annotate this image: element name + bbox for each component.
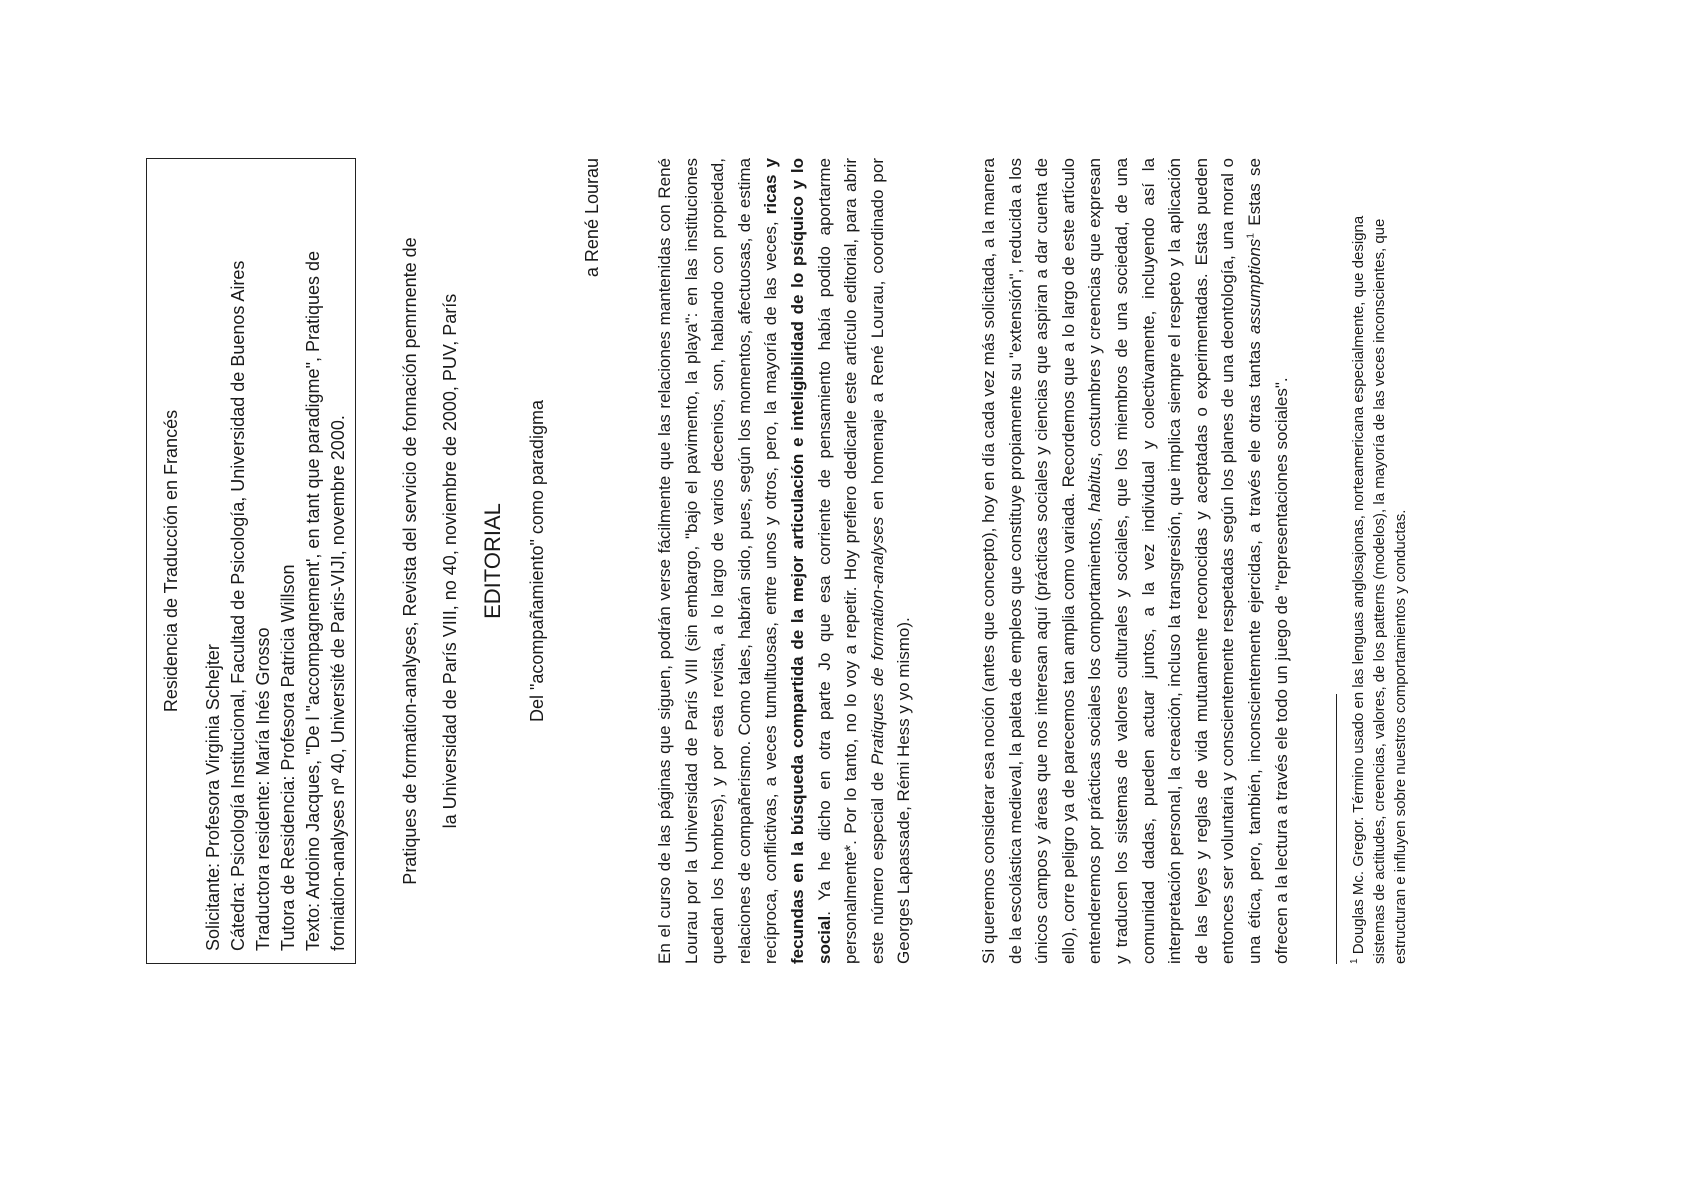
residency-info-box xyxy=(146,158,356,964)
solicitante-line: Solicitante: Profesora Virginia Schejter xyxy=(203,644,223,951)
tutora-line: Tutora de Residencia: Profesora Patricia Willson xyxy=(278,564,298,951)
footnote xyxy=(1348,158,1411,964)
footnote-marker: 1 xyxy=(1349,958,1360,964)
journal-reference-line-2: la Universidad de París VIII, no 40, noviembre de 2000, PUV, París xyxy=(440,293,460,829)
body-paragraph-1 xyxy=(652,158,918,964)
dedication: a René Lourau xyxy=(582,158,602,278)
p1-bold-text: ricas y fecundas en la búsqueda compartida de la mejor articulación e inteligibilidad de lo psíquico y lo social xyxy=(761,158,834,964)
p2-text-c: Estas se ofrecen a la lectura a través ele todo un juego de "representaciones sociales". xyxy=(1244,158,1291,964)
p1-italic-text: Pratiques de formation-analyses xyxy=(867,516,887,766)
box-details xyxy=(201,169,351,951)
p1-text-a: En el curso de las páginas que siguen, podrán verse fácilmente que las relaciones mantenidas con René Lourau por la Universidad de París VIII (sin embargo, "bajo el pavimento, la playa": en las instituciones quedan los hombres), y por esta revista, a lo largo de varios decenios, son, hablando con propiedad, relaciones de compañerismo. Como tales, habrán sido, pues, según los momentos, afectuosas, de estima recíproca, conflictivas, a veces tumultuosas, entre unos y otros, pero, la mayoría de las veces, xyxy=(655,158,781,964)
editorial-heading: EDITORIAL xyxy=(480,503,505,619)
journal-reference-line-1: Pratiques de formation-analyses, Revista del servicio de fonnación pemrnente de xyxy=(400,237,420,885)
body-paragraph-2 xyxy=(976,158,1295,964)
footnote-reference: 1 xyxy=(1245,233,1257,239)
box-title: Residencia de Traducción en Francés xyxy=(161,409,181,713)
footnote-text: Douglas Mc. Gregor. Término usado en las lenguas anglosajonas, norteamericana especialmente, que designa sistemas de actitudes, creencias, valores, de los patterns (modelos), la mayoría de las veces inconscientes, que estructuran e influyen sobre nuestros comportamientos y conductas. xyxy=(1350,215,1409,964)
p2-text-b: , costumbres y creencias que expresan y traducen los sistemas de valores culturales y sociales, que los miembros de una sociedad, de una comunidad dadas, pueden actuar juntos, a la vez individual y colectivamente, incluyendo así la interpretación personal, la creación, incluso la transgresión, que implica siempre el respeto y la aplicación de las leyes y reglas de vida mutuamente reconocidas y aceptadas o experimentadas. Estas pueden entonces ser voluntaria y conscientemente respetadas según los planes de una deontología, una moral o una ética, pero, también, inconscientemente ejercidas, a través ele otras tantas xyxy=(1085,157,1264,964)
p2-italic-assumptions: assumptions xyxy=(1244,238,1264,335)
p2-italic-habitus: habitus xyxy=(1085,457,1105,512)
catedra-line: Cátedra: Psicología Institucional, Facultad de Psicología, Universidad de Buenos Aires xyxy=(228,260,248,951)
p2-text-a: Si queremos considerar esa noción (antes que concepto), hoy en día cada vez más solicitada, a la manera de la escolástica medieval, la paleta de empleos que constituye propiamente su "extensión", reducida a los únicos campos y áreas que nos interesan aquí (prácticas sociales y ciencias que aspiran a dar cuenta de ello), corre peligro ya de parecemos tan amplia como variada. Recordemos que a lo largo de este artículo entenderemos por prácticas sociales los comportamientos, xyxy=(979,158,1105,964)
p1-text-b: . Ya he dicho en otra parte Jo que esa corriente de pensamiento había podido aportarme personalmente*. Por lo tanto, no lo voy a repetir. Hoy prefiero dedicarle este artículo editorial, para abrir este número especial de xyxy=(814,158,887,964)
texto-line: Texto: Ardoino Jacques, "De l "accompagnement', en tant que paradigme", Pratiques de forniation-analyses nº 40, Université de Paris-VIJI, novembre 2000. xyxy=(303,250,348,951)
traductora-line: Traductora residente: María Inés Grosso xyxy=(253,627,273,951)
editorial-subtitle: Del "acompañamiento" como paradigma xyxy=(527,400,547,722)
p1-text-c: en homenaje a René Lourau, coordinado por Georges Lapassade, Rémi Hess y yo mismo). xyxy=(867,158,914,964)
footnote-divider xyxy=(1336,694,1337,964)
